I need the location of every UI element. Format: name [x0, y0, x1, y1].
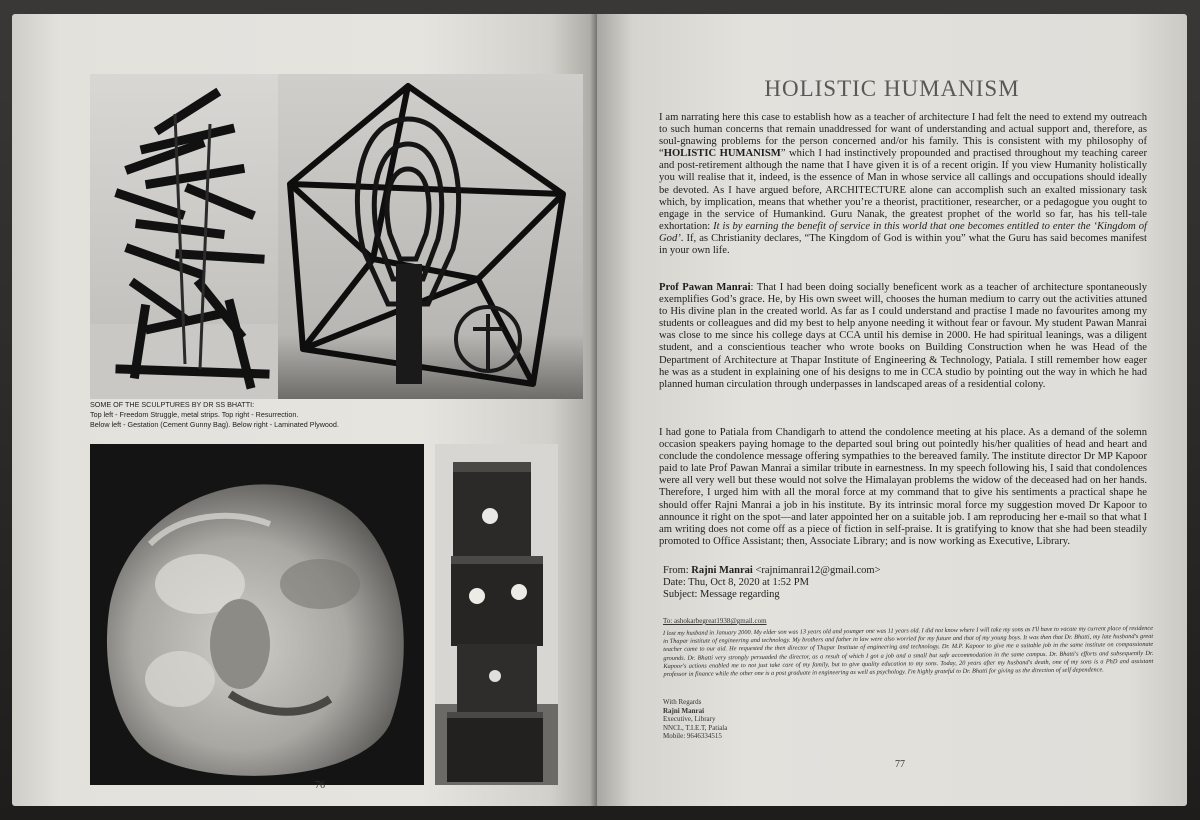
signoff-mobile: Mobile: 9646334515 [663, 732, 722, 740]
signoff-name: Rajni Manrai [663, 706, 705, 715]
para1-text-a: I am narrating here this case to establish how as a teacher of architecture I had felt the need to extend my outreach to such human concerns that remain unaddressed for want of understanding and actual support and, therefore, as soul-gnawing problems for the person concerned and/or his family. This is consistent with my philosophy of “ [659, 112, 1147, 160]
left-page [12, 14, 597, 806]
page-number-left: 76 [315, 780, 325, 791]
sculptures-caption [90, 400, 390, 430]
caption-line-bottom: Below left - Gestation (Cement Gunny Bag). Below right - Laminated Plywood. [90, 420, 339, 429]
para1-text-c: . If, as Christianity declares, “The Kingdom of God is within you” what the Guru has said becomes manifest in your own life. [659, 232, 1147, 257]
email-letter-body: I lost my husband in January 2000. My elder son was 13 years old and younger one was 11 years old. I did not know where I will take my sons as I'll have to vacate my current place of residence in Thapar institute of engineering and technology. My brothers and father in law were also worried for my future and that of my young boys. It was then that Dr. Bhatti, my late husband's great teacher came to our aid. He requested the then director of Thapar Institute of engineering and technology, Dr. M.P. Kapoor to give me a suitable job in the same institute on compassionate grounds. Dr. Bhatti very strongly persuaded the director, as a result of which I got a job and a small but safe accommodation in the same campus. Dr. Bhatti's efforts and subsequently Dr. Kapoor's actions enabled me to not just take care of my family, but to give quality education to my sons. Today, 20 years after my husband's death, one of my sons is a PhD and assistant professor in finance while the other one is a post graduate in engineering as well as psychology. I'm highly grateful to Dr. Bhatti for giving us the direction of self dependence. [663, 624, 1154, 679]
signoff-regards: With Regards [663, 698, 702, 706]
email-date: Date: Thu, Oct 8, 2020 at 1:52 PM [663, 577, 809, 589]
signoff-org: NNCL, T.I.E.T, Patiala [663, 723, 728, 732]
para2-text: : That I had been doing socially beneficent work as a teacher of architecture spontaneously exemplifies God’s grace. He, by His own sweet will, chooses the human medium to carry out the activities attuned to His divine plan in the created world. As far as I could understand and practise I made no favourites among my students or colleagues and did my best to help anyone needing it without fear or favour. My student Pawan Manrai was close to me since his college days at CCA until his demise in 2000. He had spiritual leanings, was a diligent student, and a conscientious teacher who wrote books on Building Construction when he was Head of the Department of Architecture at Thapar Institute of Engineering & Technology, Patiala. I still remember how eager he was as a student in explaining one of his designs to me in CCA studio by pointing out the way in which he had planned human circulation through underpasses in landscaped areas of a residential colony. [659, 282, 1148, 390]
email-subject: Subject: Message regarding [663, 589, 780, 601]
email-from-name: Rajni Manrai [691, 565, 753, 576]
email-from-address: <rajnimanrai12@gmail.com> [752, 565, 881, 576]
paragraph-condolence [659, 427, 1147, 548]
right-page [597, 14, 1187, 806]
email-signoff [663, 698, 727, 741]
signoff-title: Executive, Library [663, 715, 716, 723]
caption-heading: SOME OF THE SCULPTURES BY DR SS BHATTI: [90, 400, 255, 409]
para1-text-b: ” which I had instinctively propounded and practised throughout my teaching career and post-retirement although the name that I have given it is of a recent origin. If you view Humanity holistically you will realise that it, indeed, is the essence of Man in whose service all callings and occupations should ideally be devoted. As I have argued before, ARCHITECTURE alone can accomplish such an exalted missionary task which, by implication, means that whether you’re a theorist, practitioner, researcher, or a pedagogue you ought to engage in the service of Humankind. Guru Nanak, the greatest prophet of the world so far, has his tell-tale exhortation: [659, 148, 1147, 232]
paragraph-pawan-manrai [659, 282, 1147, 391]
email-from [663, 565, 1113, 577]
photo-laminated-plywood [435, 444, 558, 785]
photo-freedom-struggle [90, 74, 279, 399]
para1-strong: HOLISTIC HUMANISM [663, 148, 781, 160]
caption-line-top: Top left - Freedom Struggle, metal strips. Top right - Resurrection. [90, 410, 299, 419]
page-number-right: 77 [895, 759, 905, 770]
page-title: HOLISTIC HUMANISM [764, 76, 1020, 101]
para2-strong: Prof Pawan Manrai [659, 282, 751, 293]
para3-text: I had gone to Patiala from Chandigarh to attend the condolence meeting at his place. As a demand of the solemn occasion speakers paying homage to the departed soul bring out pointedly his/her qualities of head and heart and conclude the condolence message offering sympathies to the bereaved family. The institute director Dr MP Kapoor paid to late Prof Pawan Manrai a similar tribute in earnestness. In my speech following his, I said that condolences were all very well but these would not solve the Himalayan problems the widow of the deceased had on her hands. Therefore, I urged him with all the moral force at my command that to give his sentiments a practical shape he should offer Rajni Manrai a job in his institute. By its intrinsic moral force my suggestion moved Dr Kapoor to announce it right on the spot—and later appointed her on a suitable job. I am reproducing her e-mail so that what I am writing does not come off as a piece of fiction in self-praise. It is gratifying to know that she had been steadily promoted to Office Assistant; then, Associate Library; and is now working as Executive, Library. [659, 427, 1147, 547]
photo-gestation [90, 444, 424, 785]
photo-resurrection [278, 74, 583, 399]
email-to: To: ashokarbegreat1938@gmail.com [663, 617, 767, 625]
email-from-label: From: [663, 565, 692, 576]
para1-italic-quote: It is by earning the benefit of service in this world that one becomes entitled to enter the ‘Kingdom of God’ [659, 220, 1147, 244]
email-header [663, 565, 1113, 602]
paragraph-holistic-humanism [659, 112, 1147, 257]
